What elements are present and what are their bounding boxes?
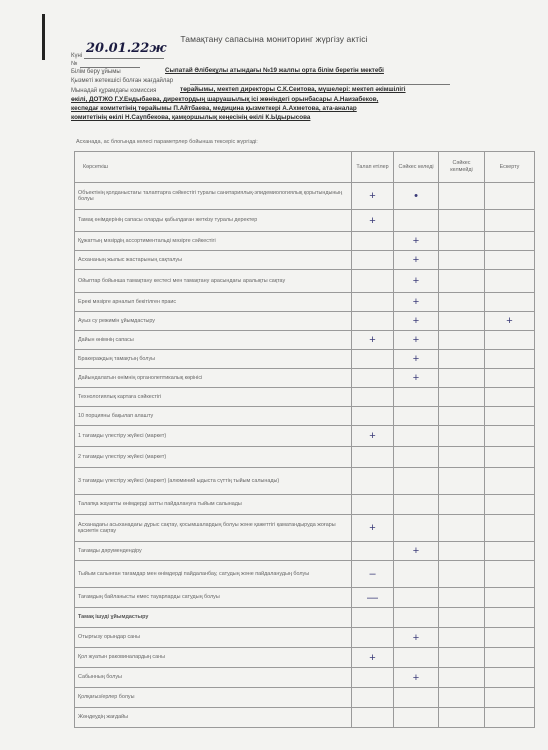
table-row — [75, 369, 535, 388]
criterion-cell: Қолқағыз/ерлер болуы — [75, 688, 352, 708]
noncompliant-mark-cell — [439, 183, 485, 210]
note-mark-cell: + — [485, 312, 535, 331]
criterion-cell: Асхананың жылыс жастарының сақталуы — [75, 251, 352, 270]
note-mark-cell — [485, 369, 535, 388]
noncompliant-mark-cell — [439, 608, 485, 628]
compliant-mark-cell: + — [394, 350, 439, 369]
document-title: Тамақтану сапасына мониторинг жүргізу актісі — [180, 34, 368, 44]
required-mark-cell — [352, 293, 394, 312]
table-row — [75, 183, 535, 210]
table-row — [75, 388, 535, 407]
noncompliant-mark-cell — [439, 447, 485, 468]
required-mark-cell — [352, 251, 394, 270]
table-row — [75, 447, 535, 468]
note-mark-cell — [485, 588, 535, 608]
noncompliant-mark-cell — [439, 708, 485, 728]
commission-line-2: өкілі, ДОТЖО Г.У.Ендыбаева, директордың шаруашылық ісі жөніндегі орынбасары А.Наизабеков, — [71, 96, 379, 103]
criterion-cell: Тамақ ішуді ұйымдастыру — [75, 608, 352, 628]
note-mark-cell — [485, 468, 535, 495]
table-header-row — [75, 152, 535, 183]
criterion-cell: Ерекі мәзірге арналып бекітілген праис — [75, 293, 352, 312]
header-criterion: Көрсеткіш — [75, 152, 352, 183]
noncompliant-mark-cell — [439, 270, 485, 293]
noncompliant-mark-cell — [439, 648, 485, 668]
noncompliant-mark-cell — [439, 495, 485, 515]
required-mark-cell: + — [352, 515, 394, 542]
noncompliant-mark-cell — [439, 588, 485, 608]
required-mark-cell — [352, 388, 394, 407]
compliant-mark-cell — [394, 468, 439, 495]
compliant-mark-cell — [394, 388, 439, 407]
table-row — [75, 251, 535, 270]
compliant-mark-cell — [394, 407, 439, 426]
criterion-cell: Тамақ өнімдерінің сапасы оларды қабылдаған жеткізу туралы деректер — [75, 210, 352, 232]
criterion-cell: Объектінің қолданыстағы талаптарға сәйкестігі туралы санитариялық-эпидемиологиялық қорытындының болуы — [75, 183, 352, 210]
note-mark-cell — [485, 331, 535, 350]
note-mark-cell — [485, 688, 535, 708]
noncompliant-mark-cell — [439, 688, 485, 708]
compliant-mark-cell: + — [394, 232, 439, 251]
school-name: Сыпатай Әлібекұлы атындағы №19 жалпы орта білім беретін мектебі — [165, 67, 384, 74]
required-mark-cell — [352, 468, 394, 495]
criterion-cell: Отырғызу орындар саны — [75, 628, 352, 648]
compliant-mark-cell — [394, 495, 439, 515]
required-mark-cell — [352, 628, 394, 648]
commission-underline — [190, 84, 450, 85]
table-row — [75, 708, 535, 728]
commission-label: Қызметі жетекшісі болған жағдайлар — [71, 78, 174, 84]
required-mark-cell: — — [352, 588, 394, 608]
compliant-mark-cell — [394, 515, 439, 542]
note-mark-cell — [485, 270, 535, 293]
required-mark-cell — [352, 542, 394, 561]
table-row — [75, 495, 535, 515]
table-row — [75, 270, 535, 293]
table-row — [75, 331, 535, 350]
note-mark-cell — [485, 648, 535, 668]
criterion-cell: Талапқа жауапты өнімдерді затты пайдалануға тыйым салынады — [75, 495, 352, 515]
note-mark-cell — [485, 542, 535, 561]
compliant-mark-cell — [394, 210, 439, 232]
note-mark-cell — [485, 183, 535, 210]
number-underline — [80, 67, 140, 68]
criterion-cell: Технологиялық картаға сәйкестігі — [75, 388, 352, 407]
criterion-cell: 1 тағамды үлестіру жүйесі (маркет) — [75, 426, 352, 447]
criterion-cell: Тыйым салынған тағамдар мен өнімдерді пайдаланбау, сатудың және пайдаланудың болуы — [75, 561, 352, 588]
criterion-cell: Жөндеудің жағдайы — [75, 708, 352, 728]
compliant-mark-cell — [394, 688, 439, 708]
table-row — [75, 232, 535, 251]
compliant-mark-cell: + — [394, 668, 439, 688]
compliant-mark-cell — [394, 588, 439, 608]
noncompliant-mark-cell — [439, 468, 485, 495]
criterion-cell: 2 тағамды үлестіру жүйесі (маркет) — [75, 447, 352, 468]
table-row — [75, 561, 535, 588]
noncompliant-mark-cell — [439, 561, 485, 588]
noncompliant-mark-cell — [439, 388, 485, 407]
note-mark-cell — [485, 388, 535, 407]
criterion-cell: Ауыз су режимін ұйымдастыру — [75, 312, 352, 331]
commission-line-3: кеспедағ комитетінің төрайымы П.Айтбаева, медицина қызметкері А.Ахметова, ата-аналар — [71, 105, 357, 112]
compliant-mark-cell — [394, 648, 439, 668]
criterion-cell: Дайын өнімнің сапасы — [75, 331, 352, 350]
compliant-mark-cell — [394, 608, 439, 628]
criterion-cell: 10 порцияны бақылап алашту — [75, 407, 352, 426]
noncompliant-mark-cell — [439, 210, 485, 232]
noncompliant-mark-cell — [439, 407, 485, 426]
table-body — [75, 183, 535, 728]
table-row — [75, 426, 535, 447]
note-mark-cell — [485, 668, 535, 688]
table-row — [75, 542, 535, 561]
table-row — [75, 407, 535, 426]
table-row — [75, 608, 535, 628]
compliant-mark-cell — [394, 708, 439, 728]
required-mark-cell — [352, 495, 394, 515]
note-mark-cell — [485, 447, 535, 468]
compliant-mark-cell: + — [394, 542, 439, 561]
table-row — [75, 293, 535, 312]
note-mark-cell — [485, 426, 535, 447]
required-mark-cell — [352, 608, 394, 628]
required-mark-cell — [352, 407, 394, 426]
table-row — [75, 468, 535, 495]
required-mark-cell — [352, 708, 394, 728]
number-label: № — [71, 61, 78, 67]
required-mark-cell — [352, 688, 394, 708]
table-row — [75, 668, 535, 688]
criterion-cell: Асханадағы асыханадағы дұрыс сақтау, қосымшалардың болуы және қажеттігі қаматандыруда жоғары қасиетін сақтау — [75, 515, 352, 542]
table-row — [75, 350, 535, 369]
note-mark-cell — [485, 708, 535, 728]
compliant-mark-cell: + — [394, 251, 439, 270]
noncompliant-mark-cell — [439, 668, 485, 688]
commission-prefix: Мынадай құрамдағы комиссия — [71, 88, 157, 94]
noncompliant-mark-cell — [439, 331, 485, 350]
noncompliant-mark-cell — [439, 628, 485, 648]
noncompliant-mark-cell — [439, 251, 485, 270]
header-note: Ескерту — [485, 152, 535, 183]
criterion-cell: Бракераждың тамақтың болуы — [75, 350, 352, 369]
criterion-cell: Сабынның болуы — [75, 668, 352, 688]
required-mark-cell: + — [352, 426, 394, 447]
table-row — [75, 588, 535, 608]
criterion-cell: Тағамдың байланысты емес тауарларды сатудың болуы — [75, 588, 352, 608]
noncompliant-mark-cell — [439, 293, 485, 312]
school-label: Білім беру ұйымы — [71, 69, 121, 75]
compliant-mark-cell: + — [394, 369, 439, 388]
note-mark-cell — [485, 407, 535, 426]
noncompliant-mark-cell — [439, 369, 485, 388]
table-row — [75, 648, 535, 668]
criterion-cell: Тағамды дәрумендендіру — [75, 542, 352, 561]
required-mark-cell: + — [352, 331, 394, 350]
required-mark-cell — [352, 312, 394, 331]
note-mark-cell — [485, 293, 535, 312]
compliant-mark-cell: + — [394, 628, 439, 648]
criterion-cell: Ойыптар бойынша тамақтану кестесі мен тамақтану арасындағы аралықты сақтау — [75, 270, 352, 293]
note-mark-cell — [485, 210, 535, 232]
noncompliant-mark-cell — [439, 312, 485, 331]
commission-line-4: комитетінің өкілі Н.Саупбекова, қамқоршылық кеңесінің өкілі К.Ыдырысова — [71, 114, 311, 121]
compliant-mark-cell — [394, 561, 439, 588]
criterion-cell: Дайындалатын өнімнің органолептикалық көрінісі — [75, 369, 352, 388]
required-mark-cell: – — [352, 561, 394, 588]
header-noncompliant: Сәйкес келмейді — [439, 152, 485, 183]
noncompliant-mark-cell — [439, 232, 485, 251]
compliant-mark-cell: + — [394, 270, 439, 293]
inspection-table — [74, 151, 535, 728]
header-compliant: Сәйкес келеді — [394, 152, 439, 183]
header-required: Талап етілер — [352, 152, 394, 183]
date-underline — [84, 58, 164, 59]
noncompliant-mark-cell — [439, 542, 485, 561]
note-mark-cell — [485, 515, 535, 542]
table-row — [75, 628, 535, 648]
table-row — [75, 688, 535, 708]
compliant-mark-cell: + — [394, 293, 439, 312]
commission-line-1: төрайымы, мектеп директоры С.К.Сеитова, мүшелері: мектеп әкімшілігі — [180, 86, 406, 93]
required-mark-cell: + — [352, 210, 394, 232]
date-label: Күні — [71, 53, 83, 59]
table-row — [75, 312, 535, 331]
inspection-note: Асханада, ас блогында келесі параметрлер бойынша тексеріс жүргізді: — [76, 139, 258, 145]
required-mark-cell — [352, 668, 394, 688]
note-mark-cell — [485, 495, 535, 515]
criterion-cell: Құжаттың мәзірдің ассортиментальді мәзірге сәйкестігі — [75, 232, 352, 251]
note-mark-cell — [485, 561, 535, 588]
note-mark-cell — [485, 608, 535, 628]
criterion-cell: Қол жуатын раковиналардың саны — [75, 648, 352, 668]
note-mark-cell — [485, 251, 535, 270]
table-row — [75, 515, 535, 542]
required-mark-cell — [352, 270, 394, 293]
noncompliant-mark-cell — [439, 350, 485, 369]
required-mark-cell: + — [352, 648, 394, 668]
noncompliant-mark-cell — [439, 426, 485, 447]
note-mark-cell — [485, 350, 535, 369]
criterion-cell: 3 тағамды үлестіру жүйесі (маркет) (алюминий ыдыста сүттің тыйым салынады) — [75, 468, 352, 495]
compliant-mark-cell — [394, 447, 439, 468]
compliant-mark-cell — [394, 426, 439, 447]
handwritten-date: 20.01.22ж — [86, 41, 167, 56]
note-mark-cell — [485, 628, 535, 648]
table-row — [75, 210, 535, 232]
required-mark-cell — [352, 350, 394, 369]
noncompliant-mark-cell — [439, 515, 485, 542]
note-mark-cell — [485, 232, 535, 251]
required-mark-cell — [352, 369, 394, 388]
required-mark-cell — [352, 447, 394, 468]
compliant-mark-cell: • — [394, 183, 439, 210]
required-mark-cell — [352, 232, 394, 251]
compliant-mark-cell: + — [394, 331, 439, 350]
required-mark-cell: + — [352, 183, 394, 210]
compliant-mark-cell: + — [394, 312, 439, 331]
